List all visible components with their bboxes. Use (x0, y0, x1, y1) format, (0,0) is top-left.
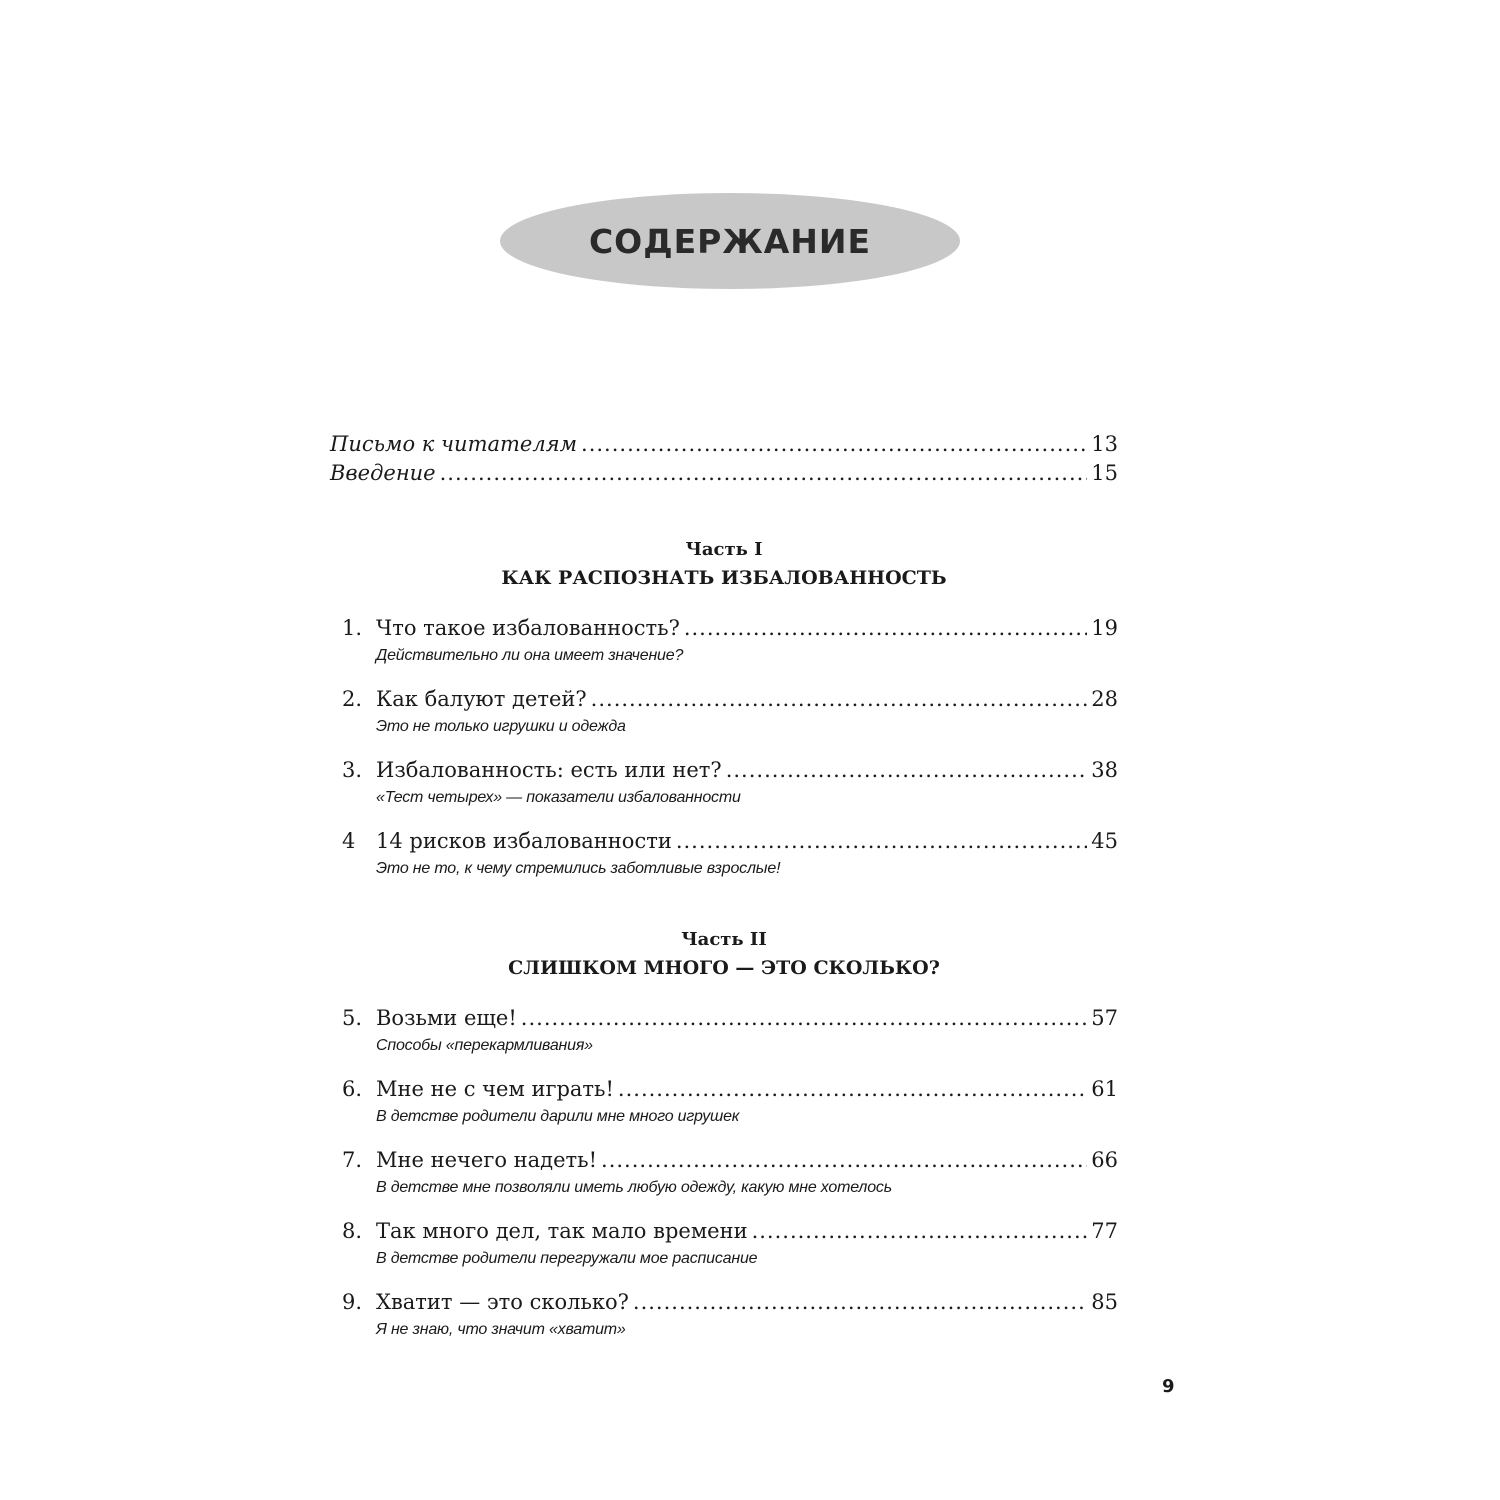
part-title: КАК РАСПОЗНАТЬ ИЗБАЛОВАННОСТЬ (501, 567, 947, 589)
table-of-contents (330, 430, 1118, 1341)
toc-entry-page: 15 (1091, 461, 1118, 485)
toc-entry-page: 13 (1091, 432, 1118, 456)
chapter-title: Так много дел, так мало времени (376, 1219, 748, 1243)
chapter-subtitle: Это не только игрушки и одежда (376, 718, 626, 735)
toc-chapter-9[interactable] (342, 1288, 1118, 1341)
toc-chapter-1[interactable] (342, 614, 1118, 667)
chapter-title: Мне нечего надеть! (376, 1148, 598, 1172)
dot-leader (752, 1217, 1088, 1246)
chapter-subtitle: В детстве родители дарили мне много игрушек (376, 1108, 740, 1125)
chapter-title: Возьми еще! (376, 1006, 517, 1030)
title-oval (500, 193, 960, 289)
toc-chapter-7[interactable] (342, 1146, 1118, 1199)
toc-entry-label: Введение (330, 461, 436, 485)
part-heading (330, 535, 1118, 593)
chapter-page: 85 (1091, 1290, 1118, 1314)
chapter-number: 3. (342, 758, 363, 782)
part-title: СЛИШКОМ МНОГО — ЭТО СКОЛЬКО? (508, 957, 940, 979)
chapter-title: 14 рисков избалованности (376, 829, 672, 853)
chapter-subtitle: Это не то, к чему стремились заботливые взрослые! (376, 860, 781, 877)
dot-leader (676, 827, 1087, 856)
chapter-page: 19 (1091, 616, 1118, 640)
chapter-page: 57 (1091, 1006, 1118, 1030)
part-label: Часть II (681, 929, 767, 950)
dot-leader (618, 1075, 1087, 1104)
chapter-page: 28 (1091, 687, 1118, 711)
toc-chapter-8[interactable] (342, 1217, 1118, 1270)
toc-entry-label: Письмо к читателям (330, 432, 578, 456)
chapter-subtitle: Действительно ли она имеет значение? (376, 647, 684, 664)
chapter-number: 7. (342, 1148, 363, 1172)
dot-leader (633, 1288, 1087, 1317)
chapter-page: 45 (1091, 829, 1118, 853)
dot-leader (726, 756, 1088, 785)
toc-chapter-2[interactable] (342, 685, 1118, 738)
toc-chapter-4[interactable] (342, 827, 1118, 880)
part-label: Часть I (685, 539, 763, 560)
dot-leader (591, 685, 1088, 714)
toc-entry-letter[interactable] (330, 430, 1118, 459)
chapter-title: Что такое избалованность? (376, 616, 680, 640)
chapter-title: Хватит — это сколько? (376, 1290, 629, 1314)
chapter-subtitle: В детстве мне позволяли иметь любую одежду, какую мне хотелось (376, 1179, 892, 1196)
chapter-title: Избалованность: есть или нет? (376, 758, 722, 782)
dot-leader (601, 1146, 1087, 1175)
dot-leader (440, 459, 1088, 488)
chapter-page: 77 (1091, 1219, 1118, 1243)
chapter-number: 4 (342, 829, 356, 853)
toc-chapter-3[interactable] (342, 756, 1118, 809)
chapter-subtitle: В детстве родители перегружали мое расписание (376, 1250, 758, 1267)
chapter-number: 6. (342, 1077, 363, 1101)
chapter-number: 2. (342, 687, 363, 711)
chapter-number: 8. (342, 1219, 363, 1243)
dot-leader (684, 614, 1087, 643)
chapter-page: 38 (1091, 758, 1118, 782)
chapter-title: Мне не с чем играть! (376, 1077, 614, 1101)
chapter-subtitle: Способы «перекармливания» (376, 1037, 593, 1054)
toc-chapter-5[interactable] (342, 1004, 1118, 1057)
dot-leader (521, 1004, 1087, 1033)
chapter-title: Как балуют детей? (376, 687, 587, 711)
dot-leader (581, 430, 1087, 459)
chapter-subtitle: Я не знаю, что значит «хватит» (376, 1321, 626, 1338)
page-number: 9 (1162, 1376, 1175, 1397)
chapter-number: 1. (342, 616, 363, 640)
chapter-number: 5. (342, 1006, 363, 1030)
chapter-number: 9. (342, 1290, 363, 1314)
chapter-page: 61 (1091, 1077, 1118, 1101)
page-title: СОДЕРЖАНИЕ (588, 221, 872, 261)
chapter-page: 66 (1091, 1148, 1118, 1172)
toc-chapter-6[interactable] (342, 1075, 1118, 1128)
part-heading (330, 925, 1118, 983)
chapter-subtitle: «Тест четырех» — показатели избалованности (376, 789, 741, 806)
toc-entry-introduction[interactable] (330, 459, 1118, 488)
